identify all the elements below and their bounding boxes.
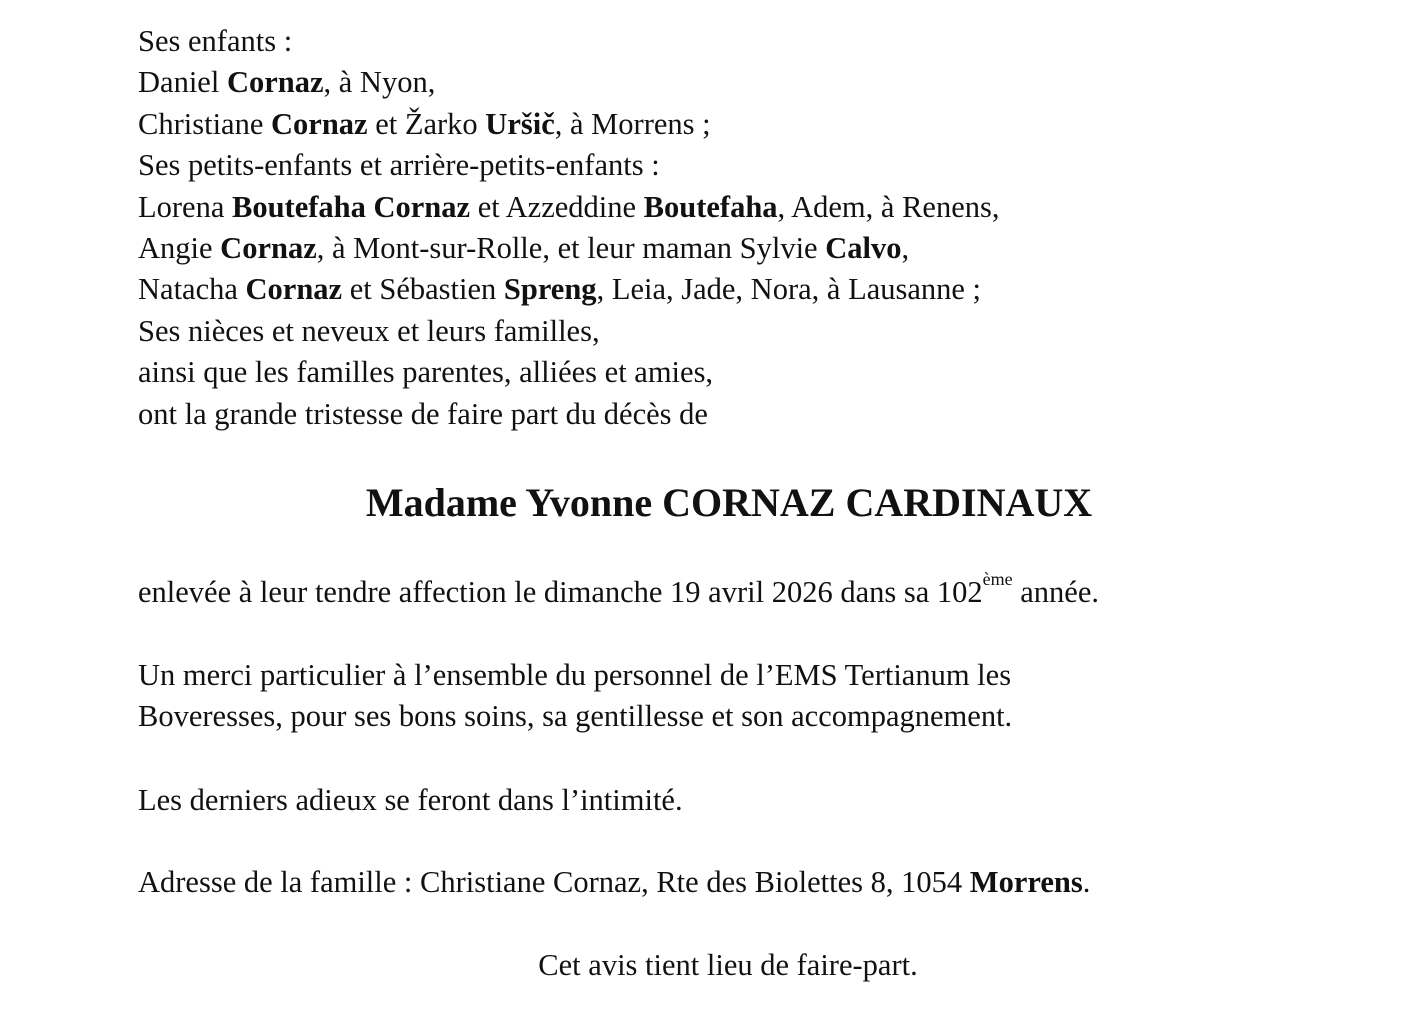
family-line-grand3 <box>138 269 1338 310</box>
conjunction: et Žarko <box>375 106 478 141</box>
first-name: Christiane <box>138 106 264 141</box>
first-name: Angie <box>138 231 213 266</box>
conjunction: et Sébastien <box>349 272 497 307</box>
line-rest: , à Morrens ; <box>554 106 711 141</box>
nieces-line: Ses nièces et neveux et leurs familles, <box>138 313 600 348</box>
line-rest: , à Nyon, <box>323 65 436 100</box>
address-text: Adresse de la famille : Christiane Cornaz, Rte des Biolettes 8, 1054 <box>138 865 963 899</box>
partner-last-name: Boutefaha <box>643 189 778 224</box>
first-name: Daniel <box>138 65 220 100</box>
deceased-name: Madame Yvonne CORNAZ CARDINAUX <box>365 480 1093 525</box>
conjunction: et Azzeddine <box>477 189 637 224</box>
last-name: Cornaz <box>220 231 317 266</box>
last-name: Boutefaha Cornaz <box>232 189 471 224</box>
death-notice-end: année. <box>1012 575 1099 609</box>
death-notice-text: enlevée à leur tendre affection le dimanche 19 avril 2026 dans sa 102 <box>138 575 983 609</box>
family-line-child2 <box>138 104 1338 145</box>
first-name: Lorena <box>138 189 225 224</box>
announcement-line: ont la grande tristesse de faire part du décès de <box>138 396 708 431</box>
death-notice <box>138 569 1338 613</box>
partner-last-name: Calvo <box>825 231 902 266</box>
partner-last-name: Uršič <box>485 106 555 141</box>
thanks-line-2: Boveresses, pour ses bons soins, sa gentillesse et son accompagnement. <box>138 699 1013 734</box>
children-heading: Ses enfants : <box>138 24 293 58</box>
first-name: Natacha <box>138 272 238 307</box>
family-line-child1 <box>138 62 1338 103</box>
relatives-line: ainsi que les familles parentes, alliées et amies, <box>138 355 714 390</box>
family-line-grand1 <box>138 187 1338 228</box>
farewell-paragraph: Les derniers adieux se feront dans l’intimité. <box>138 783 683 817</box>
address-end: . <box>1082 865 1091 899</box>
line-rest: , <box>901 231 910 266</box>
family-list <box>138 21 1338 435</box>
thanks-line-1: Un merci particulier à l’ensemble du personnel de l’EMS Tertianum les <box>138 658 1012 692</box>
last-name: Cornaz <box>245 272 343 307</box>
ordinal-superscript: ème <box>982 569 1013 589</box>
partner-last-name: Spreng <box>503 272 597 307</box>
address-city: Morrens <box>969 865 1083 899</box>
last-name: Cornaz <box>271 106 368 141</box>
grandchildren-heading: Ses petits-enfants et arrière-petits-enfants : <box>138 148 660 183</box>
last-name: Cornaz <box>226 65 324 100</box>
line-middle: , à Mont-sur-Rolle, et leur maman Sylvie <box>316 231 818 266</box>
closing-line: Cet avis tient lieu de faire-part. <box>538 948 918 982</box>
family-line-grand2 <box>138 228 1338 269</box>
family-address <box>138 862 1338 903</box>
thanks-paragraph <box>138 655 1338 738</box>
line-rest: , Adem, à Renens, <box>777 189 1000 224</box>
line-rest: , Leia, Jade, Nora, à Lausanne ; <box>596 272 982 307</box>
